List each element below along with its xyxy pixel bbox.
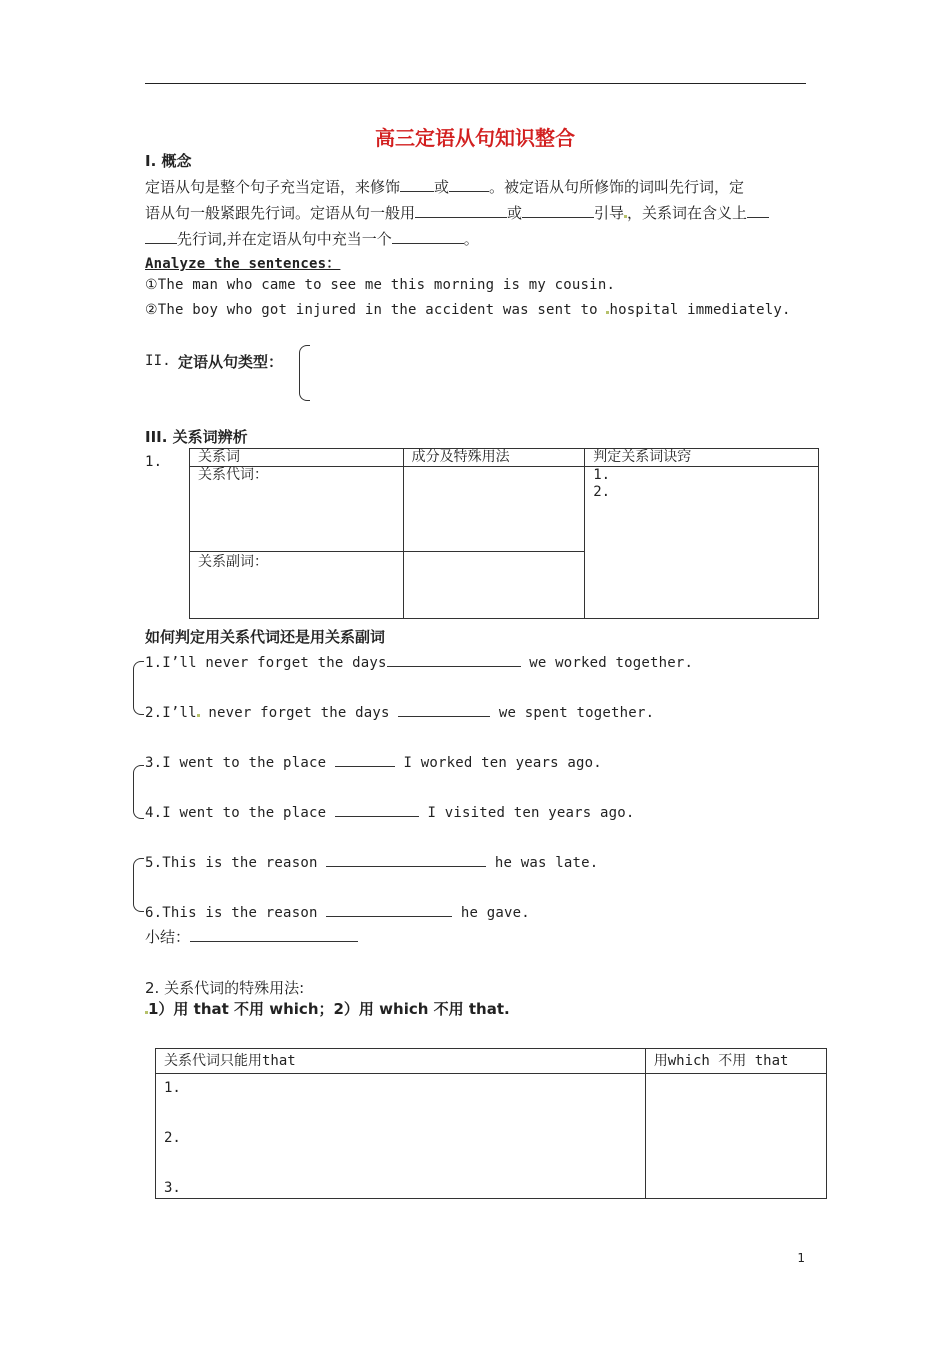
- list-item: 1.: [164, 1080, 181, 1096]
- sentence-2: [145, 302, 791, 318]
- exercise-4: [145, 802, 635, 821]
- blank-7[interactable]: [392, 229, 464, 244]
- section3-heading: III. 关系词辨析: [145, 428, 248, 446]
- table-cell-pronoun: [190, 467, 404, 552]
- exercise-3-b: I worked ten years ago.: [394, 755, 602, 771]
- analyze-label: Analyze the sentences：: [145, 256, 341, 272]
- concept-text-2a: 语从句一般紧跟先行词。定语从句一般用: [145, 204, 416, 222]
- table-header: 成分及特殊用法: [403, 449, 585, 467]
- special-usage-heading: 2. 关系代词的特殊用法:: [145, 979, 305, 997]
- judge-heading: 如何判定用关系代词还是用关系副词: [145, 628, 386, 646]
- concept-or-1: 或: [434, 178, 450, 196]
- exercise-6-a: 6.This is the reason: [145, 905, 327, 921]
- left-bracket: [133, 858, 144, 912]
- blank-ex6[interactable]: [326, 902, 452, 917]
- blank-1[interactable]: [400, 177, 434, 192]
- table-cell-tips[interactable]: [585, 467, 819, 619]
- sentence-2-a: ②The boy who got injured in the accident was sent to: [145, 302, 607, 318]
- blank-ex3[interactable]: [335, 752, 395, 767]
- exercise-5-a: 5.This is the reason: [145, 855, 327, 871]
- exercise-6-b: he gave.: [452, 905, 530, 921]
- blank-6[interactable]: [145, 229, 177, 244]
- exercise-1: [145, 652, 693, 671]
- exercise-3-a: 3.I went to the place: [145, 755, 335, 771]
- concept-text-2b: 引导: [594, 204, 625, 222]
- exercise-2-b: never forget the days: [199, 705, 399, 721]
- special-usage-subheading: [145, 998, 510, 1019]
- sentence-2-b: hospital immediately.: [609, 302, 791, 318]
- document-title: 高三定语从句知识整合: [375, 126, 575, 150]
- blank-summary[interactable]: [190, 927, 358, 942]
- summary-line: [145, 926, 358, 947]
- sentence-1: ①The man who came to see me this morning is my cousin.: [145, 277, 616, 293]
- blank-3[interactable]: [415, 203, 507, 218]
- table-cell-pronoun-usage[interactable]: [403, 467, 585, 552]
- section2-roman: II.: [145, 353, 171, 369]
- concept-line-1: [145, 176, 744, 197]
- blank-ex2[interactable]: [398, 702, 490, 717]
- blank-4[interactable]: [522, 203, 594, 218]
- exercise-2-a: 2.I’ll: [145, 705, 197, 721]
- blank-5[interactable]: [747, 203, 769, 218]
- exercise-2: [145, 702, 654, 721]
- left-bracket: [299, 345, 310, 401]
- exercise-5: [145, 852, 598, 871]
- blank-ex1[interactable]: [387, 652, 521, 667]
- tip-2: 2.: [593, 484, 611, 500]
- exercise-1-a: 1.I’ll never forget the days: [145, 655, 387, 671]
- concept-text-1a: 定语从句是整个句子充当定语，来修饰: [145, 178, 401, 196]
- table-header: 用which 不用 that: [645, 1049, 826, 1074]
- concept-line-2: [145, 202, 769, 223]
- exercise-2-c: we spent together.: [490, 705, 655, 721]
- table-cell-adverb-usage[interactable]: [403, 552, 585, 619]
- section2-heading: 定语从句类型：: [178, 353, 284, 371]
- relative-words-table: [189, 448, 819, 619]
- list-item: 3.: [164, 1180, 181, 1196]
- summary-label: 小结：: [145, 928, 191, 946]
- tip-1: 1.: [593, 467, 611, 483]
- row-label-adverb: 关系副词：: [198, 554, 268, 570]
- special-usage-subheading-text: 1）用 that 不用 which；2）用 which 不用 that.: [148, 1000, 510, 1018]
- left-bracket: [133, 661, 144, 715]
- blank-ex4[interactable]: [335, 802, 419, 817]
- left-bracket: [133, 765, 144, 819]
- exercise-1-b: we worked together.: [520, 655, 694, 671]
- section1-heading: I. 概念: [145, 152, 192, 170]
- row-label-pronoun: 关系代词：: [198, 467, 268, 483]
- table-cell-which-only[interactable]: [645, 1074, 826, 1199]
- exercise-3: [145, 752, 602, 771]
- concept-line-3: [145, 228, 479, 249]
- concept-text-3end: 。: [463, 230, 479, 248]
- table-cell-adverb: [190, 552, 404, 619]
- header-rule: [145, 83, 806, 84]
- exercise-6: [145, 902, 530, 921]
- concept-or-2: 或: [507, 204, 523, 222]
- table-header: 判定关系词诀窍: [585, 449, 819, 467]
- exercise-4-a: 4.I went to the place: [145, 805, 335, 821]
- list-item: 2.: [164, 1130, 181, 1146]
- table-cell-that-only[interactable]: [156, 1074, 646, 1199]
- exercise-5-b: he was late.: [486, 855, 599, 871]
- exercise-4-b: I visited ten years ago.: [418, 805, 635, 821]
- concept-text-1b: 。被定语从句所修饰的词叫先行词，定: [489, 178, 745, 196]
- page-number: 1: [797, 1251, 805, 1265]
- blank-2[interactable]: [449, 177, 489, 192]
- blank-ex5[interactable]: [326, 852, 486, 867]
- concept-text-2c: ，关系词在含义上: [627, 204, 748, 222]
- table-header: 关系词: [190, 449, 404, 467]
- item-number-1: 1.: [145, 454, 163, 470]
- table-header: 关系代词只能用that: [156, 1049, 646, 1074]
- concept-text-3a: 先行词,并在定语从句中充当一个: [177, 230, 392, 248]
- that-which-table: [155, 1048, 827, 1199]
